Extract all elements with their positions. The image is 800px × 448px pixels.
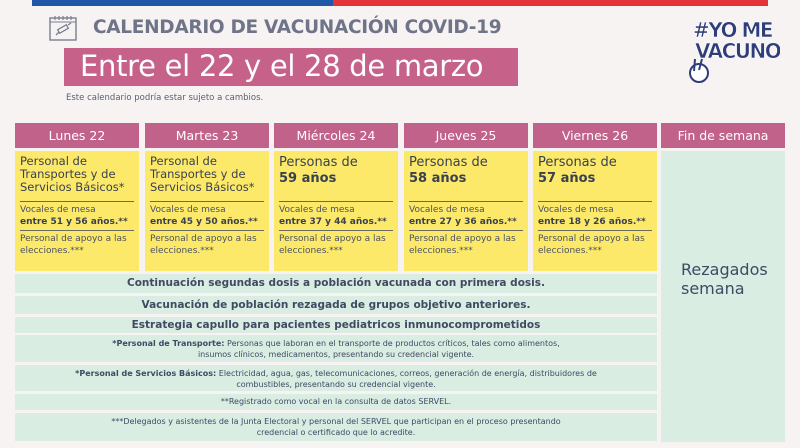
target-line: Personas de — [538, 155, 617, 170]
day-header-viernes: Viernes 26 — [533, 123, 657, 148]
calendar-syringe-icon — [48, 14, 78, 42]
day-apoyo: Personal de apoyo a las elecciones.*** — [20, 234, 127, 256]
day-apoyo: Personal de apoyo a las elecciones.*** — [279, 234, 386, 256]
vocales-range: entre 51 y 56 años.** — [20, 217, 128, 227]
target-age: 58 años — [409, 171, 467, 186]
day-header-fin-de-semana: Fin de semana — [661, 123, 785, 148]
note-text: Electricidad, agua, gas, telecomunicaciones, correos, generación de energía, distribuidores de — [216, 369, 597, 378]
weekend-cell — [661, 151, 785, 442]
day-cell-viernes — [533, 151, 657, 271]
note-personal-transporte — [15, 335, 657, 362]
target-age: 57 años — [538, 171, 596, 186]
note-text: insumos clínicos, medicamentos, presentando su credencial vigente. — [197, 350, 475, 359]
row-rezagados: Vacunación de población rezagada de grupos objetivo anteriores. — [15, 296, 657, 314]
row-segundas-dosis: Continuación segundas dosis a población vacunada con primera dosis. — [15, 274, 657, 293]
day-cell-lunes — [15, 151, 139, 271]
date-range-text: Entre el 22 y el 28 de marzo — [80, 49, 484, 83]
vocales-label: Vocales de mesa — [150, 205, 226, 215]
day-vocales — [538, 202, 652, 231]
day-vocales — [279, 202, 393, 231]
weekend-line1: Rezagados — [681, 260, 768, 279]
day-target-group — [538, 155, 652, 202]
date-range-banner — [64, 48, 518, 86]
svg-text:VACUNO: VACUNO — [695, 39, 780, 63]
vocales-range: entre 18 y 26 años.** — [538, 217, 646, 227]
day-vocales — [150, 202, 264, 231]
day-vocales — [20, 202, 134, 231]
note-text: credencial o certificado que lo acredite. — [256, 428, 416, 437]
flag-stripe-red — [333, 0, 768, 6]
target-line: Personas de — [279, 155, 358, 170]
note-text: ***Delegados y asistentes de la Junta Electoral y personal del SERVEL que participan en el proceso presentando — [111, 417, 561, 426]
day-header-jueves: Jueves 25 — [404, 123, 528, 148]
vocales-label: Vocales de mesa — [20, 205, 96, 215]
weekend-line2: semana — [681, 279, 745, 298]
note-label: *Personal de Servicios Básicos: — [75, 369, 217, 378]
day-cell-martes — [145, 151, 269, 271]
day-cell-miercoles — [274, 151, 398, 271]
day-header-miercoles: Miércoles 24 — [274, 123, 398, 148]
day-target-group: Personal de Transportes y de Servicios Básicos* — [20, 155, 134, 202]
yo-me-vacuno-logo — [685, 15, 780, 85]
day-apoyo: Personal de apoyo a las elecciones.*** — [538, 234, 645, 256]
vocales-label: Vocales de mesa — [279, 205, 355, 215]
day-target-group — [409, 155, 523, 202]
note-vocal-servel: **Registrado como vocal en la consulta de datos SERVEL. — [15, 394, 657, 410]
day-target-group: Personal de Transportes y de Servicios Básicos* — [150, 155, 264, 202]
vocales-label: Vocales de mesa — [538, 205, 614, 215]
note-label: *Personal de Transporte: — [112, 339, 225, 348]
day-apoyo: Personal de apoyo a las elecciones.*** — [150, 234, 257, 256]
vocales-range: entre 27 y 36 años.** — [409, 217, 517, 227]
vocales-label: Vocales de mesa — [409, 205, 485, 215]
row-estrategia-capullo: Estrategia capullo para pacientes pediatricos inmunocomprometidos — [15, 317, 657, 333]
note-delegados — [15, 413, 657, 441]
page-title: CALENDARIO DE VACUNACIÓN COVID-19 — [93, 17, 502, 38]
note-text: combustibles, presentando su credencial vigente. — [236, 380, 436, 389]
day-target-group — [279, 155, 393, 202]
disclaimer-text: Este calendario podría estar sujeto a cambios. — [66, 93, 264, 103]
note-servicios-basicos — [15, 365, 657, 391]
target-age: 59 años — [279, 171, 337, 186]
day-cell-jueves — [404, 151, 528, 271]
weekend-text — [681, 260, 768, 298]
flag-stripe-blue — [32, 0, 333, 6]
vocales-range: entre 37 y 44 años.** — [279, 217, 387, 227]
day-vocales — [409, 202, 523, 231]
target-line: Personas de — [409, 155, 488, 170]
day-header-martes: Martes 23 — [145, 123, 269, 148]
day-apoyo: Personal de apoyo a las elecciones.*** — [409, 234, 516, 256]
vocales-range: entre 45 y 50 años.** — [150, 217, 258, 227]
svg-text:#YO ME: #YO ME — [693, 18, 773, 42]
day-header-lunes: Lunes 22 — [15, 123, 139, 148]
note-text: Personas que laboran en el transporte de productos críticos, tales como alimentos, — [224, 339, 560, 348]
